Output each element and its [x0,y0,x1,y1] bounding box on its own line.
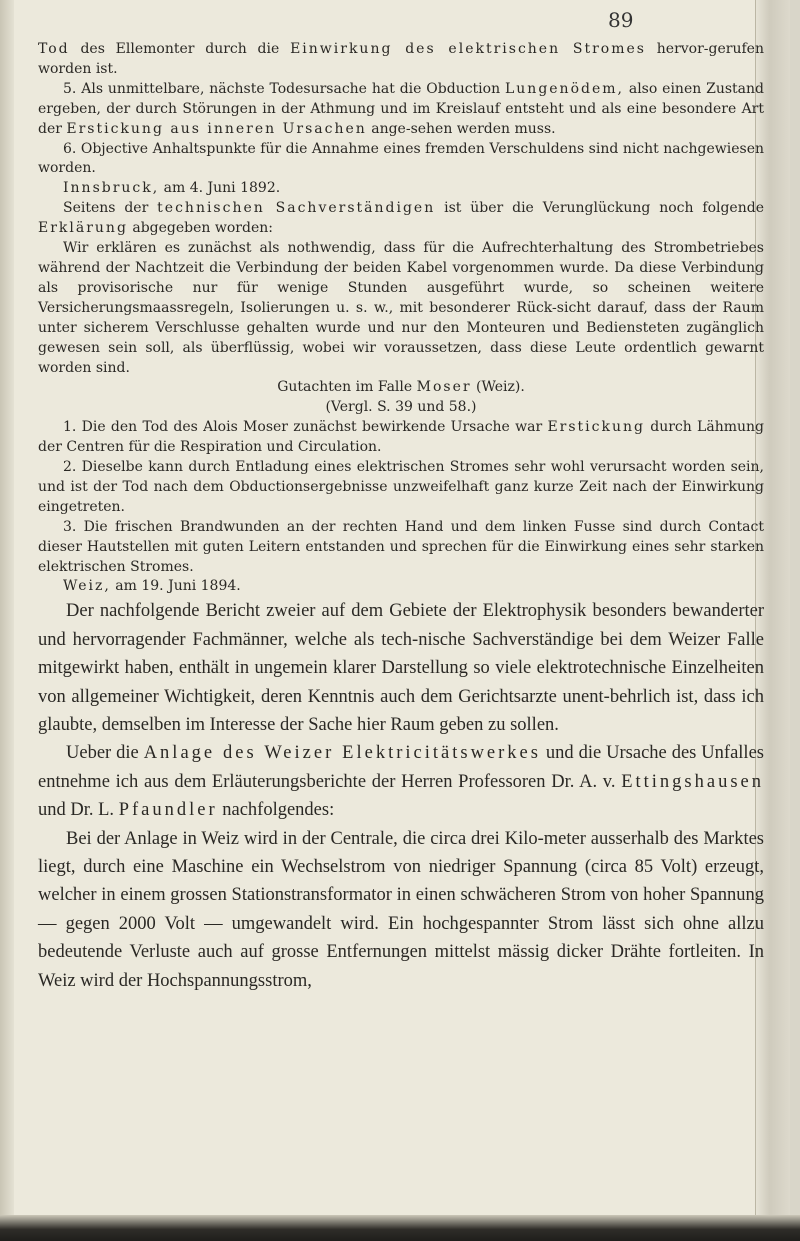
paragraph-point-6: 6. Objective Anhaltspunkte für die Annahme eines fremden Verschuldens sind nicht nachgewiesen worden. [38,140,764,177]
paragraph-report-source: Ueber die Anlage des Weizer Elektricitätswerkes und die Ursache des Unfalles entnehme ich aus dem Erläuterungsberichte der Herren Professoren Dr. A. v. Ettingshausen und Dr. L. Pfaundler nachfolgendes: [38,743,764,821]
small-print-section [38,40,764,597]
place-date-innsbruck: Innsbruck, am 4. Juni 1892. [63,180,281,197]
section-subheading-reference: (Vergl. S. 39 und 58.) [325,399,477,416]
page-number: 89 [608,8,634,32]
paragraph-moser-point-3: 3. Die frischen Brandwunden an der rechten Hand und dem linken Fusse sind durch Contact dieser Hautstellen mit guten Leitern entstanden und sprechen für die Einwirkung eines sehr starken elektrischen Stromes. [38,518,764,575]
paragraph-point-5: 5. Als unmittelbare, nächste Todesursache hat die Obduction Lungenödem, also einen Zustand ergeben, der durch Störungen in der Athmung und im Kreislauf entsteht und als eine besondere Art der Erstickung aus inneren Ursachen ange-sehen werden muss. [38,80,764,137]
paragraph-report-introduction: Der nachfolgende Bericht zweier auf dem Gebiete der Elektrophysik besonders bewanderter und hervorragender Fachmänner, welche als tech-nische Sachverständige bei dem Weizer Falle mitgewirkt haben, enthält in ungemein klarer Darstellung so viele elektrotechnische Einzelheiten von allgemeiner Wichtigkeit, deren Kenntnis auch dem Gerichtsarzte unent-behrlich ist, dass ich glaubte, demselben im Interesse der Sache hier Raum geben zu sollen. [38,601,764,735]
paragraph-moser-point-1: 1. Die den Tod des Alois Moser zunächst bewirkende Ursache war Erstickung durch Lähmung der Centren für die Respiration und Circulation. [38,419,764,456]
page-content [38,40,764,995]
paragraph-weiz-plant-description: Bei der Anlage in Weiz wird in der Centrale, die circa drei Kilo-meter ausserhalb des Marktes liegt, durch eine Maschine ein Wechselstrom von niedriger Spannung (circa 85 Volt) erzeugt, welcher in einem grossen Stationstransformator in einen schwächeren Strom von hoher Spannung — gegen 2000 Volt — umgewandelt wird. Ein hochgespannter Strom lässt sich ohne allzu bedeutende Verluste auch auf grosse Entfernungen mittelst mässig dicker Drähte fortleiten. In Weiz wird der Hochspannungsstrom, [38,828,764,991]
paragraph-cause-of-death: Tod des Ellemonter durch die Einwirkung des elektrischen Stromes hervor-gerufen worden ist. [38,41,764,77]
page-gutter-shadow [0,0,14,1241]
paragraph-moser-point-2: 2. Dieselbe kann durch Entladung eines elektrischen Stromes sehr wohl verursacht worden sein, und ist der Tod nach dem Obductionsergebnisse unzweifelhaft ganz kurze Zeit nach der Einwirkung eingetreten. [38,459,764,515]
main-text-section [38,597,764,995]
scan-bottom-edge [0,1215,800,1241]
place-date-weiz: Weiz, am 19. Juni 1894. [63,578,241,595]
section-heading-moser: Gutachten im Falle Moser (Weiz). [277,379,525,396]
paragraph-technical-experts-intro: Seitens der technischen Sachverständigen ist über die Verunglückung noch folgende Erklärung abgegeben worden: [38,200,764,237]
paragraph-experts-statement: Wir erklären es zunächst als nothwendig, dass für die Aufrechterhaltung des Strombetriebes während der Nachtzeit die Verbindung der beiden Kabel vorgenommen wurde. Da diese Verbindung als provisorische nur für wenige Stunden ausgeführt wurde, so scheinen weitere Versicherungsmaassregeln, Isolierungen u. s. w., mit besonderer Rück-sicht darauf, dass der Raum unter sicherem Verschlusse gehalten wurde und nur den Monteuren und Bediensteten zugänglich gewesen sein soll, als überflüssig, wobei wir voraussetzen, dass diese Leute ordentlich gewarnt worden sind. [38,240,764,376]
